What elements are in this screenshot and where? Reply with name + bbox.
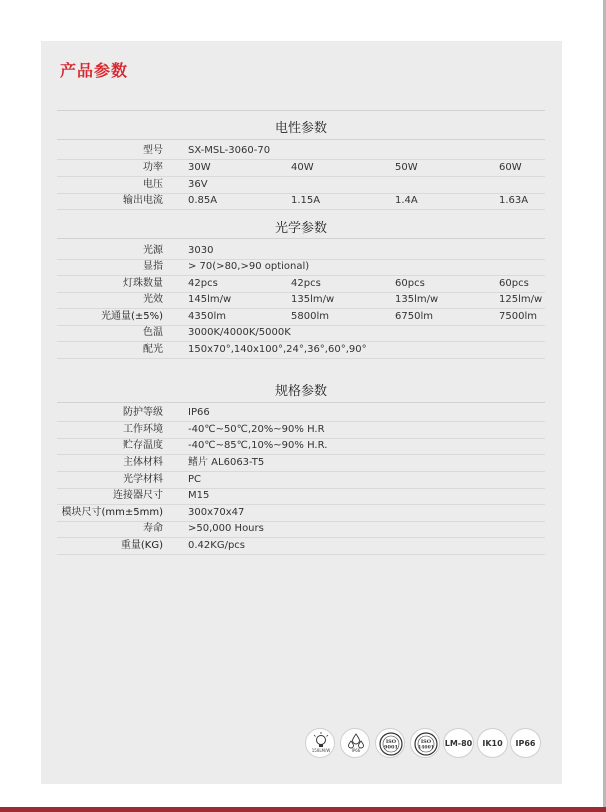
spec-label: 配光: [143, 344, 163, 355]
spec-value: 40W: [291, 162, 314, 173]
spec-label: 光效: [143, 294, 163, 305]
row-divider: [57, 209, 545, 210]
spec-value: 135lm/w: [395, 294, 439, 305]
spec-row: [0, 143, 606, 159]
spec-value: 50W: [395, 162, 418, 173]
spec-value: 300x70x47: [188, 507, 245, 518]
spec-value: 150x70°,140x100°,24°,36°,60°,90°: [188, 344, 367, 355]
spec-value: 0.42KG/pcs: [188, 540, 245, 551]
section-divider: [57, 402, 545, 403]
certification-badges: [305, 728, 545, 760]
spec-value: 5800lm: [291, 311, 329, 322]
section-divider: [57, 139, 545, 140]
spec-value: -40℃~85℃,10%~90% H.R.: [188, 440, 328, 451]
spec-value: -40℃~50℃,20%~90% H.R: [188, 424, 325, 435]
ip66-badge-icon: IP66: [510, 728, 541, 758]
spec-row: [0, 160, 606, 176]
iso14001-seal-icon: [410, 728, 440, 758]
spec-label: 输出电流: [123, 195, 163, 206]
spec-row: [0, 259, 606, 275]
spec-value: IP66: [188, 407, 210, 418]
spec-value: 1.4A: [395, 195, 418, 206]
spec-row: [0, 505, 606, 521]
spec-row: [0, 455, 606, 471]
svg-text:ISO: ISO: [385, 739, 397, 745]
spec-label: 重量(KG): [120, 540, 163, 551]
spec-value: 60pcs: [395, 278, 425, 289]
spec-row: [0, 521, 606, 537]
spec-label: 光源: [143, 245, 163, 256]
section-divider: [57, 238, 545, 239]
spec-row: [0, 243, 606, 259]
spec-value: SX-MSL-3060-70: [188, 145, 271, 156]
spec-label: 型号: [143, 145, 163, 156]
spec-label: 寿命: [143, 523, 163, 534]
spec-row: [0, 276, 606, 292]
spec-value: 鳍片 AL6063-T5: [188, 457, 265, 468]
spec-label: 主体材料: [123, 457, 163, 468]
spec-row: [0, 538, 606, 554]
title-divider: [57, 110, 545, 111]
badge-caption: 150LM/W: [311, 748, 331, 753]
spec-row: [0, 405, 606, 421]
iso9001-seal-icon: [375, 728, 405, 758]
spec-row: [0, 472, 606, 488]
spec-label: 灯珠数量: [123, 278, 163, 289]
spec-value: 3000K/4000K/5000K: [188, 327, 291, 338]
spec-value: 1.63A: [499, 195, 529, 206]
spec-value: 145lm/w: [188, 294, 232, 305]
spec-row: [0, 325, 606, 341]
spec-row: [0, 438, 606, 454]
spec-value: > 70(>80,>90 optional): [188, 261, 310, 272]
spec-value: 60W: [499, 162, 522, 173]
ik10-badge-icon: IK10: [477, 728, 508, 758]
spec-label: 连接器尺寸: [113, 490, 163, 501]
spec-value: 60pcs: [499, 278, 529, 289]
spec-value: 0.85A: [188, 195, 218, 206]
svg-text:ISO: ISO: [420, 739, 432, 745]
row-divider: [57, 554, 545, 555]
spec-value: 125lm/w: [499, 294, 543, 305]
spec-value: M15: [188, 490, 210, 501]
spec-label: 贮存温度: [123, 440, 163, 451]
footer-bar: [0, 807, 606, 812]
spec-value: 3030: [188, 245, 214, 256]
svg-text:14001: 14001: [418, 745, 434, 751]
svg-text:9001: 9001: [384, 744, 398, 751]
spec-label: 电压: [143, 179, 163, 190]
spec-label: 模块尺寸(mm±5mm): [61, 507, 163, 518]
spec-row: [0, 342, 606, 358]
ip66-water-drops-icon: [340, 728, 370, 758]
spec-value: 135lm/w: [291, 294, 335, 305]
spec-label: 防护等级: [123, 407, 163, 418]
spec-value: 4350lm: [188, 311, 226, 322]
spec-value: 1.15A: [291, 195, 321, 206]
efficacy-bulb-icon: [305, 728, 335, 758]
section-title-spec: 规格参数: [274, 384, 327, 399]
spec-label: 光学材料: [123, 474, 163, 485]
spec-row: [0, 193, 606, 209]
spec-value: 7500lm: [499, 311, 537, 322]
spec-value: 6750lm: [395, 311, 433, 322]
page-title: 产品参数: [60, 61, 129, 80]
lm80-badge-icon: LM-80: [443, 728, 474, 758]
spec-label: 显指: [143, 261, 163, 272]
spec-label: 光通量(±5%): [100, 311, 163, 322]
spec-row: [0, 422, 606, 438]
spec-value: PC: [188, 474, 202, 485]
badge-caption: IP66: [351, 748, 361, 753]
spec-row: [0, 488, 606, 504]
spec-row: [0, 292, 606, 308]
spec-row: [0, 309, 606, 325]
spec-value: 42pcs: [291, 278, 321, 289]
row-divider: [57, 358, 545, 359]
section-title-optical: 光学参数: [274, 221, 327, 236]
spec-label: 色温: [143, 327, 163, 338]
spec-label: 功率: [143, 162, 163, 173]
spec-value: 42pcs: [188, 278, 218, 289]
section-title-electrical: 电性参数: [274, 121, 327, 136]
spec-label: 工作环境: [123, 424, 163, 435]
spec-value: 30W: [188, 162, 211, 173]
spec-value: 36V: [188, 179, 208, 190]
spec-row: [0, 177, 606, 193]
spec-value: >50,000 Hours: [188, 523, 264, 534]
